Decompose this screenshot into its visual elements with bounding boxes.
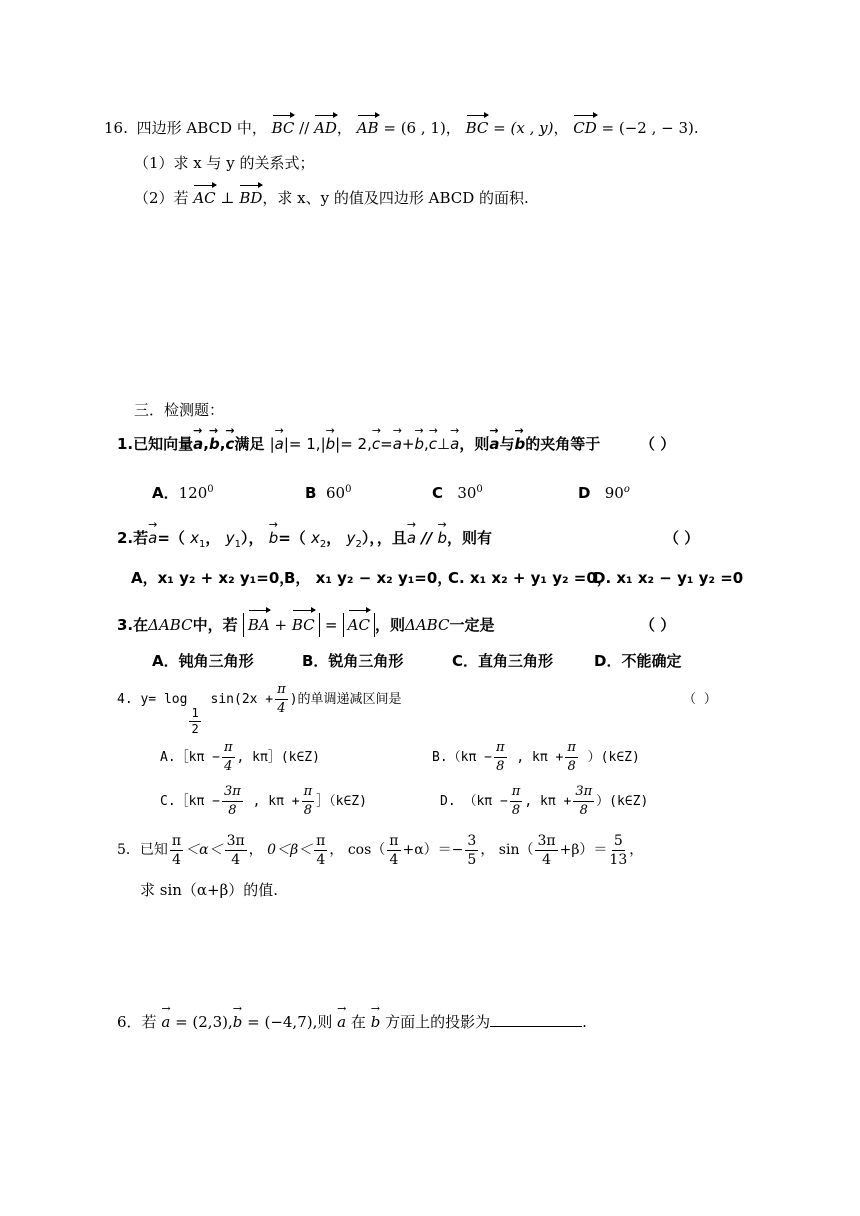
pi: π [316, 832, 326, 849]
q4-optB [432, 738, 640, 778]
q4-optA-mid: , kπ］(k∈Z) [236, 750, 320, 765]
five: 5 [613, 832, 623, 849]
q4-optB-post: ）(k∈Z) [579, 750, 640, 765]
eight: 8 [579, 803, 588, 818]
vec-b-par: → b [437, 528, 447, 548]
q6-eq-b: = (−4,7), [247, 1013, 318, 1031]
q16-part1: （1）求 x 与 y 的关系式； [134, 154, 315, 172]
perp: ⊥ [437, 435, 451, 453]
q3-optC: C．直角三角形 [452, 652, 554, 670]
vec-c-eq: → c [372, 434, 380, 454]
q1-stem: 1.已知向量→ a,→ b,→ c满足 |→ a|= 1,|→ b|= 2,→ c=→ a+→ b,→ c⊥→ a，则→ a与→ b的夹角等于 [117, 434, 600, 454]
vec-c-perp: → c [429, 434, 437, 454]
q1-optC-label: C [432, 484, 444, 502]
alpha-range: ＜α＜ [185, 842, 223, 858]
comma: , [203, 435, 209, 453]
q3-post-pre: ，则 [374, 616, 405, 634]
sep: ， [326, 529, 342, 547]
q4-optC-mid: , kπ + [244, 794, 300, 809]
vector-ac: AC [348, 613, 370, 637]
q3-optD: D．不能确定 [594, 652, 682, 670]
parallel-symbol: // [299, 119, 310, 137]
pi: π [510, 783, 523, 802]
frac-pi-8-d [510, 783, 523, 820]
vector-bc-value: = (x , y) [493, 119, 554, 137]
q2-a-open: =（ [157, 529, 185, 547]
q1-pre: 1.已知向量 [117, 435, 194, 453]
abs-sum [243, 613, 320, 637]
frac-3pi-8-d [573, 783, 594, 820]
vector-cd-value: = (−2 , − 3) [601, 119, 694, 137]
log-base [189, 706, 200, 737]
comma: , [424, 435, 429, 453]
q1-optC: 30 [457, 484, 477, 502]
vector-cd: CD [573, 119, 597, 137]
q4-paren: （ ） [683, 692, 717, 707]
q4-optD-mid: , kπ + [524, 794, 572, 809]
vec-b-abs: → b [326, 434, 336, 454]
q1-post: 的夹角等于 [525, 435, 601, 453]
q1-optD-label: D [578, 484, 591, 502]
eight: 8 [567, 759, 576, 774]
three: 3 [467, 832, 477, 849]
three-pi: 3π [222, 783, 243, 802]
vec-a-perp: → a [450, 434, 459, 454]
four: 4 [231, 851, 241, 868]
q4-pre: 4. y= log [117, 692, 188, 707]
q3-post: 一定是 [449, 616, 495, 634]
q5-plus-beta: +β）＝ [559, 842, 608, 858]
pi-over-4 [275, 681, 288, 718]
frac-3pi-8 [222, 783, 243, 820]
pi: π [565, 739, 578, 758]
q4-optB-mid: , kπ + [508, 750, 564, 765]
q16-number: 16. [104, 119, 128, 137]
q4-optB-pre: B.（kπ − [432, 750, 492, 765]
four: 4 [316, 851, 326, 868]
q2-optC: C. x₁ x₂ + y₁ y₂ =0， [448, 569, 612, 587]
q2-b-close: ），，且 [361, 529, 407, 547]
four: 4 [224, 759, 233, 774]
q16-part2-pre: （2）若 [134, 189, 189, 207]
q3-paren: （ ） [640, 616, 676, 634]
frac-pi-4 [222, 739, 235, 776]
q1-optC-line [432, 480, 483, 503]
three-pi: 3π [537, 832, 556, 849]
q5-stem [117, 828, 643, 872]
q1-optA: 120 [178, 484, 208, 502]
base-den: 2 [191, 722, 199, 736]
q4-post: )的单调递减区间是 [289, 692, 402, 707]
q2-optA: A，x₁ y₂ + x₂ y₁=0， [131, 569, 295, 587]
vec-b-sum: → b [414, 434, 424, 454]
eq2: = 2, [340, 435, 372, 453]
q6-post: 方面上的投影为 [385, 1013, 491, 1031]
frac-pi-4-a [170, 832, 183, 869]
parallel-symbol: // [421, 529, 433, 547]
x2-sub: 2 [319, 539, 327, 550]
pi: π [302, 783, 315, 802]
q2-pre: 2.若 [117, 529, 149, 547]
frac-pi-8-c [302, 783, 315, 820]
vector-bc: BC [292, 613, 315, 637]
vector-ba: BA [248, 613, 270, 637]
q1-options [152, 480, 214, 503]
q16-part2 [134, 188, 529, 208]
vec-a-angle: → a [489, 434, 499, 454]
eight: 8 [496, 759, 505, 774]
q5-pre: 5．已知 [117, 842, 168, 858]
vector-bc-2: BC [465, 119, 489, 137]
q4-optC-pre: C.［kπ − [160, 794, 220, 809]
perp-symbol: ⊥ [220, 189, 235, 207]
q3-pre: 3.在 [117, 616, 149, 634]
eight: 8 [303, 803, 312, 818]
q5-cos: cos（ [347, 842, 386, 858]
end: ， [629, 842, 644, 858]
q1-optD-line [578, 480, 630, 503]
three-pi: 3π [573, 783, 594, 802]
vector-ab: AB [356, 119, 379, 137]
eight: 8 [228, 803, 237, 818]
q3-optB: B．锐角三角形 [302, 652, 404, 670]
vec-c: → c [225, 434, 234, 454]
sep: ， [336, 119, 352, 137]
q1-optC-sup: 0 [476, 484, 483, 495]
triangle-abc: ΔABC [148, 616, 193, 634]
q1-optB-label: B [305, 484, 317, 502]
q4-sin: sin(2x + [202, 692, 274, 707]
eq-sign: = [324, 616, 338, 634]
eq1: = 1, [288, 435, 321, 453]
x1: x [190, 529, 200, 547]
thirteen: 13 [609, 851, 628, 868]
vec-a-abs: → a [275, 434, 284, 454]
vec-a-par: → a [407, 528, 416, 548]
four: 4 [277, 701, 286, 716]
y1-sub: 1 [234, 539, 241, 550]
base-num: 1 [191, 706, 199, 720]
vec-a: → a [193, 434, 203, 454]
y2-sub: 2 [355, 539, 362, 550]
frac-5-13 [609, 832, 627, 869]
pi: π [389, 832, 399, 849]
comma: , [219, 435, 226, 453]
q4-optA [160, 738, 320, 778]
q5-line2: 求 sin（α+β）的值. [140, 881, 279, 899]
vector-ad: AD [314, 119, 337, 137]
pi: π [171, 832, 182, 849]
three-pi: 3π [226, 832, 245, 849]
sep: ， [480, 842, 495, 858]
four: 4 [542, 851, 551, 868]
q3-mid: 中，若 [192, 616, 238, 634]
q1-optD: 90 [604, 484, 624, 502]
frac-pi-4-b [314, 832, 327, 869]
sep: ， [329, 842, 344, 858]
q1-optD-sup: o [623, 484, 630, 495]
q1-optB-sup: 0 [345, 484, 352, 495]
q2-a-close: ）， [240, 529, 264, 547]
frac-pi-8-b [565, 739, 578, 776]
q3-optA: A．钝角三角形 [152, 652, 254, 670]
q1-cond-word: 满足 [234, 435, 265, 453]
vector-ab-value: = (6 , 1) [383, 119, 446, 137]
section-title: 三．检测题： [134, 401, 225, 419]
beta-range: 0＜β＜ [267, 842, 313, 858]
plus: + [401, 435, 415, 453]
sep: ， [553, 119, 569, 137]
sep: ， [445, 119, 461, 137]
end: . [693, 119, 699, 137]
frac-3-5 [465, 832, 478, 869]
q5-sin: sin（ [498, 842, 534, 858]
vector-bc: BC [271, 119, 295, 137]
y1: y [225, 529, 235, 547]
q2-paren: （ ） [664, 529, 700, 547]
eight: 8 [511, 803, 521, 818]
four: 4 [389, 851, 399, 868]
q4-optC [160, 782, 367, 822]
vec-a-2: → a [337, 1012, 346, 1032]
q6-pre: 6．若 [117, 1013, 157, 1031]
q4-optD-post: ）(k∈Z) [596, 794, 649, 809]
q16-part2-post: ，求 x、y 的值及四边形 ABCD 的面积. [262, 189, 529, 207]
vec-b: → b [233, 1012, 243, 1032]
q3-stem [117, 612, 494, 638]
sep: ， [248, 842, 263, 858]
pi: π [222, 739, 235, 758]
sep: ， [205, 529, 221, 547]
q4-optD [440, 782, 648, 822]
q1-with: 与 [499, 435, 515, 453]
eq-sign: = [380, 435, 393, 453]
q1-mid: ，则 [459, 435, 490, 453]
end: . [582, 1013, 587, 1031]
vec-b-angle: → b [514, 434, 525, 454]
q1-optA-sup: 0 [207, 484, 214, 495]
q1-optB-line [305, 480, 351, 503]
triangle-abc-2: ΔABC [405, 616, 450, 634]
q1-optA-label: A． [152, 484, 179, 502]
q2-stem [117, 528, 492, 555]
pi: π [275, 681, 288, 700]
q4-optD-pre: D. （kπ − [440, 794, 508, 809]
pi: π [494, 739, 507, 758]
vec-b: → b [269, 528, 279, 548]
frac-3pi-4-b [535, 832, 557, 869]
vec-b: → b [209, 434, 220, 454]
answer-blank[interactable] [490, 1012, 582, 1027]
vec-a: → a [148, 528, 157, 548]
x1-sub: 1 [199, 539, 206, 550]
q16-intro: 四边形 ABCD 中， [136, 119, 267, 137]
q6-on: 在 [350, 1013, 366, 1031]
vector-bd: BD [239, 189, 263, 207]
frac-pi-8 [494, 739, 507, 776]
q5-plus-alpha: +α）＝− [402, 842, 464, 858]
y2: y [346, 529, 356, 547]
q2-optB: B， x₁ y₂ − x₂ y₁=0， [284, 569, 453, 587]
q2-post: ，则有 [447, 529, 493, 547]
vector-ac: AC [193, 189, 216, 207]
q1-paren: （ ） [640, 435, 676, 453]
q6-stem [117, 1012, 587, 1032]
vec-b-2: → b [371, 1012, 381, 1032]
five: 5 [467, 851, 477, 868]
q6-then: 则 [317, 1013, 333, 1031]
frac-3pi-4 [225, 832, 247, 869]
q2-b-open: =（ [278, 529, 306, 547]
q2-optD: D. x₁ x₂ − y₁ y₂ =0 [593, 569, 744, 587]
x2: x [311, 529, 320, 547]
abs-ac [343, 613, 375, 637]
q6-eq-a: = (2,3), [175, 1013, 233, 1031]
q4-optC-post: ］（k∈Z) [316, 794, 367, 809]
vec-a: → a [161, 1012, 170, 1032]
vec-a-sum: → a [393, 434, 402, 454]
q16-line [104, 118, 699, 138]
q4-optA-pre: A.［kπ − [160, 750, 220, 765]
frac-pi-4-c [387, 832, 400, 869]
q4-stem [117, 680, 402, 737]
four: 4 [172, 851, 181, 868]
q1-optB: 60 [325, 484, 346, 502]
plus: + [274, 616, 288, 634]
